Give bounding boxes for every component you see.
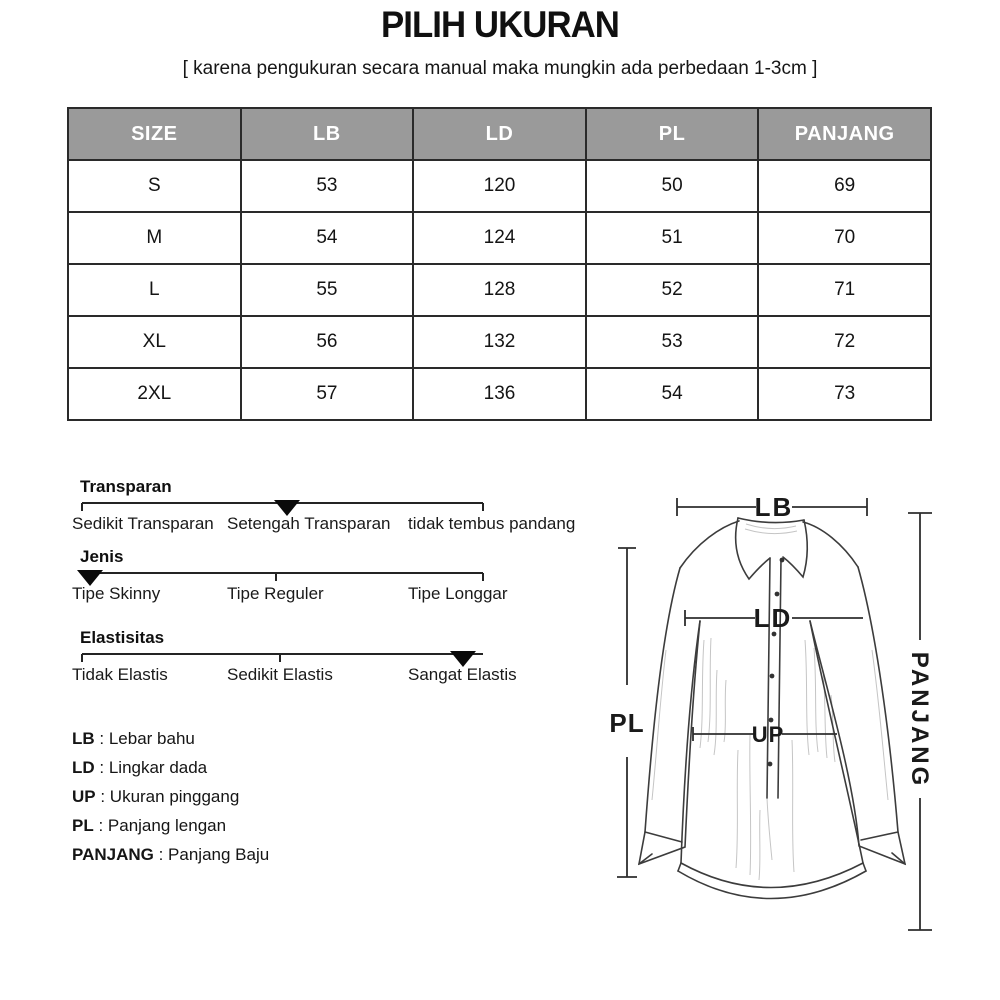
measurement-cell: 51 — [586, 212, 759, 264]
column-header-lb: LB — [241, 108, 414, 160]
column-header-size: SIZE — [68, 108, 241, 160]
legend-description: : Lebar bahu — [94, 729, 195, 748]
measurement-cell: 124 — [413, 212, 586, 264]
right-shoulder — [803, 522, 858, 567]
measurement-cell: 70 — [758, 212, 931, 264]
collar-left-wing — [736, 518, 770, 579]
measurement-cell: 128 — [413, 264, 586, 316]
table-row — [68, 212, 931, 264]
page-title: PILIH UKURAN — [381, 4, 619, 45]
scale-option-label: Tipe Longgar — [408, 584, 508, 603]
size-table-body — [68, 160, 931, 420]
legend-abbreviation: UP — [72, 787, 96, 806]
left-shoulder — [680, 521, 739, 568]
size-cell: S — [68, 160, 241, 212]
measurement-cell: 52 — [586, 264, 759, 316]
size-cell: M — [68, 212, 241, 264]
diagram-label-panjang: PANJANG — [906, 651, 933, 789]
measurement-cell: 56 — [241, 316, 414, 368]
legend-item-ld — [72, 758, 269, 787]
measurement-cell: 73 — [758, 368, 931, 420]
measurement-cell: 53 — [586, 316, 759, 368]
size-cell: L — [68, 264, 241, 316]
legend-description: : Panjang Baju — [153, 845, 270, 864]
legend-item-up — [72, 787, 269, 816]
scale-option-label: Tipe Skinny — [72, 584, 161, 603]
measurement-cell: 54 — [586, 368, 759, 420]
measurement-cell: 132 — [413, 316, 586, 368]
measurement-cell: 53 — [241, 160, 414, 212]
size-cell: 2XL — [68, 368, 241, 420]
table-row — [68, 264, 931, 316]
measurement-cell: 54 — [241, 212, 414, 264]
measurement-cell: 69 — [758, 160, 931, 212]
scale-option-label: Tipe Reguler — [227, 584, 324, 603]
diagram-label-ld: LD — [753, 603, 793, 633]
legend-abbreviation: PANJANG — [72, 845, 154, 864]
column-header-pl: PL — [586, 108, 759, 160]
legend-abbreviation: PL — [72, 816, 94, 835]
scale-tick — [279, 654, 281, 662]
diagram-label-up: UP — [751, 722, 785, 747]
measurement-cell: 50 — [586, 160, 759, 212]
scale-tick — [81, 654, 83, 662]
scale-option-label: tidak tembus pandang — [408, 514, 576, 533]
abbreviation-legend — [72, 729, 269, 874]
collar-right-wing — [783, 520, 807, 577]
diagram-label-lb: LB — [754, 492, 794, 522]
hem-upper-curve — [681, 863, 863, 888]
scale-section-jenis — [70, 547, 610, 609]
measurement-cell: 57 — [241, 368, 414, 420]
legend-item-lb — [72, 729, 269, 758]
legend-description: : Ukuran pinggang — [95, 787, 240, 806]
scale-title: Transparan — [80, 477, 172, 496]
measurement-cell: 71 — [758, 264, 931, 316]
right-sleeve — [810, 567, 905, 864]
size-table — [67, 107, 932, 421]
page-subtitle: [ karena pengukuran secara manual maka mungkin ada perbedaan 1-3cm ] — [182, 58, 818, 79]
measurement-cell: 120 — [413, 160, 586, 212]
scale-title: Jenis — [80, 547, 124, 566]
shirt-measurement-diagram — [600, 480, 1000, 1000]
legend-item-panjang — [72, 845, 269, 874]
scale-line — [82, 653, 483, 655]
scale-title: Elastisitas — [80, 628, 165, 647]
scale-tick — [81, 503, 83, 511]
table-row — [68, 316, 931, 368]
scale-option-label: Sedikit Transparan — [72, 514, 214, 533]
legend-item-pl — [72, 816, 269, 845]
scale-option-label: Sangat Elastis — [408, 665, 517, 684]
scale-option-label: Sedikit Elastis — [227, 665, 333, 684]
diagram-label-pl: PL — [609, 708, 645, 738]
measurement-cell: 136 — [413, 368, 586, 420]
scale-line — [82, 572, 483, 574]
shirt-outline — [639, 518, 905, 899]
table-row — [68, 160, 931, 212]
legend-description: : Panjang lengan — [93, 816, 227, 835]
legend-description: : Lingkar dada — [94, 758, 208, 777]
column-header-panjang: PANJANG — [758, 108, 931, 160]
legend-abbreviation: LD — [72, 758, 95, 777]
size-table-header-row — [68, 108, 931, 160]
measurement-cell: 55 — [241, 264, 414, 316]
scale-option-label: Tidak Elastis — [72, 665, 168, 684]
scale-tick — [275, 573, 277, 581]
measurement-cell: 72 — [758, 316, 931, 368]
scale-option-label: Setengah Transparan — [227, 514, 391, 533]
column-header-ld: LD — [413, 108, 586, 160]
scale-section-transparan — [70, 477, 610, 539]
scale-tick — [482, 503, 484, 511]
scale-section-elastisitas — [70, 628, 610, 690]
left-sleeve — [639, 568, 700, 864]
size-table-head — [68, 108, 931, 160]
table-row — [68, 368, 931, 420]
torso-right-edge — [810, 621, 863, 863]
scale-tick — [482, 573, 484, 581]
size-cell: XL — [68, 316, 241, 368]
legend-abbreviation: LB — [72, 729, 95, 748]
